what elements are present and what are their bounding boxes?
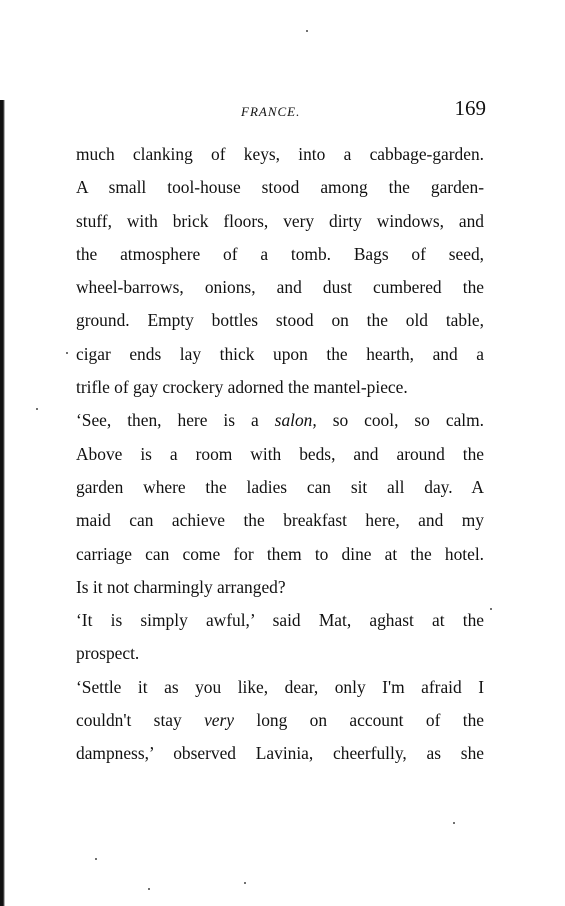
text-line: garden where the ladies can sit all day. A: [76, 476, 484, 497]
text-line: ‘It is simply awful,’ said Mat, aghast at the: [76, 610, 484, 631]
body-text: [76, 138, 484, 771]
text-run: ‘See, then, here is a: [76, 410, 275, 431]
text-line: carriage can come for them to dine at the hotel.: [76, 543, 484, 564]
paper-speck: [244, 882, 246, 884]
paper-speck: [95, 858, 97, 860]
text-line: Is it not charmingly arranged?: [76, 576, 286, 597]
text-line: stuff, with brick floors, very dirty windows, and: [76, 210, 484, 231]
text-line: dampness,’ observed Lavinia, cheerfully, as she: [76, 743, 484, 764]
paper-speck: [490, 608, 492, 610]
binding-edge: [0, 100, 5, 906]
emphasis: salon,: [274, 410, 317, 431]
text-line: the atmosphere of a tomb. Bags of seed,: [76, 243, 484, 264]
paper-speck: [306, 30, 308, 32]
text-line: wheel-barrows, onions, and dust cumbered the: [76, 277, 484, 298]
text-line: Above is a room with beds, and around the: [76, 443, 484, 464]
paper-speck: [148, 888, 150, 890]
paper-speck: [66, 352, 68, 354]
paper-speck: [453, 822, 455, 824]
text-run: so cool, so calm.: [316, 410, 484, 431]
text-line: [76, 404, 484, 437]
text-line: prospect.: [76, 643, 140, 664]
text-line: [76, 704, 484, 737]
text-line: cigar ends lay thick upon the hearth, and a: [76, 343, 484, 364]
text-line: ground. Empty bottles stood on the old table,: [76, 310, 484, 331]
text-line: maid can achieve the breakfast here, and my: [76, 510, 484, 531]
text-line: trifle of gay crockery adorned the mantel-piece.: [76, 377, 408, 398]
text-line: much clanking of keys, into a cabbage-garden.: [76, 144, 484, 164]
running-head: [76, 96, 486, 126]
running-title: FRANCE.: [241, 104, 301, 119]
text-line: A small tool-house stood among the garden-: [76, 177, 484, 198]
text-run: long on account of the: [234, 710, 484, 731]
emphasis: very: [204, 710, 234, 731]
text-run: couldn't stay: [76, 710, 205, 731]
paper-speck: [36, 408, 38, 410]
text-line: ‘Settle it as you like, dear, only I'm afraid I: [76, 676, 484, 697]
page-number: 169: [454, 96, 486, 120]
